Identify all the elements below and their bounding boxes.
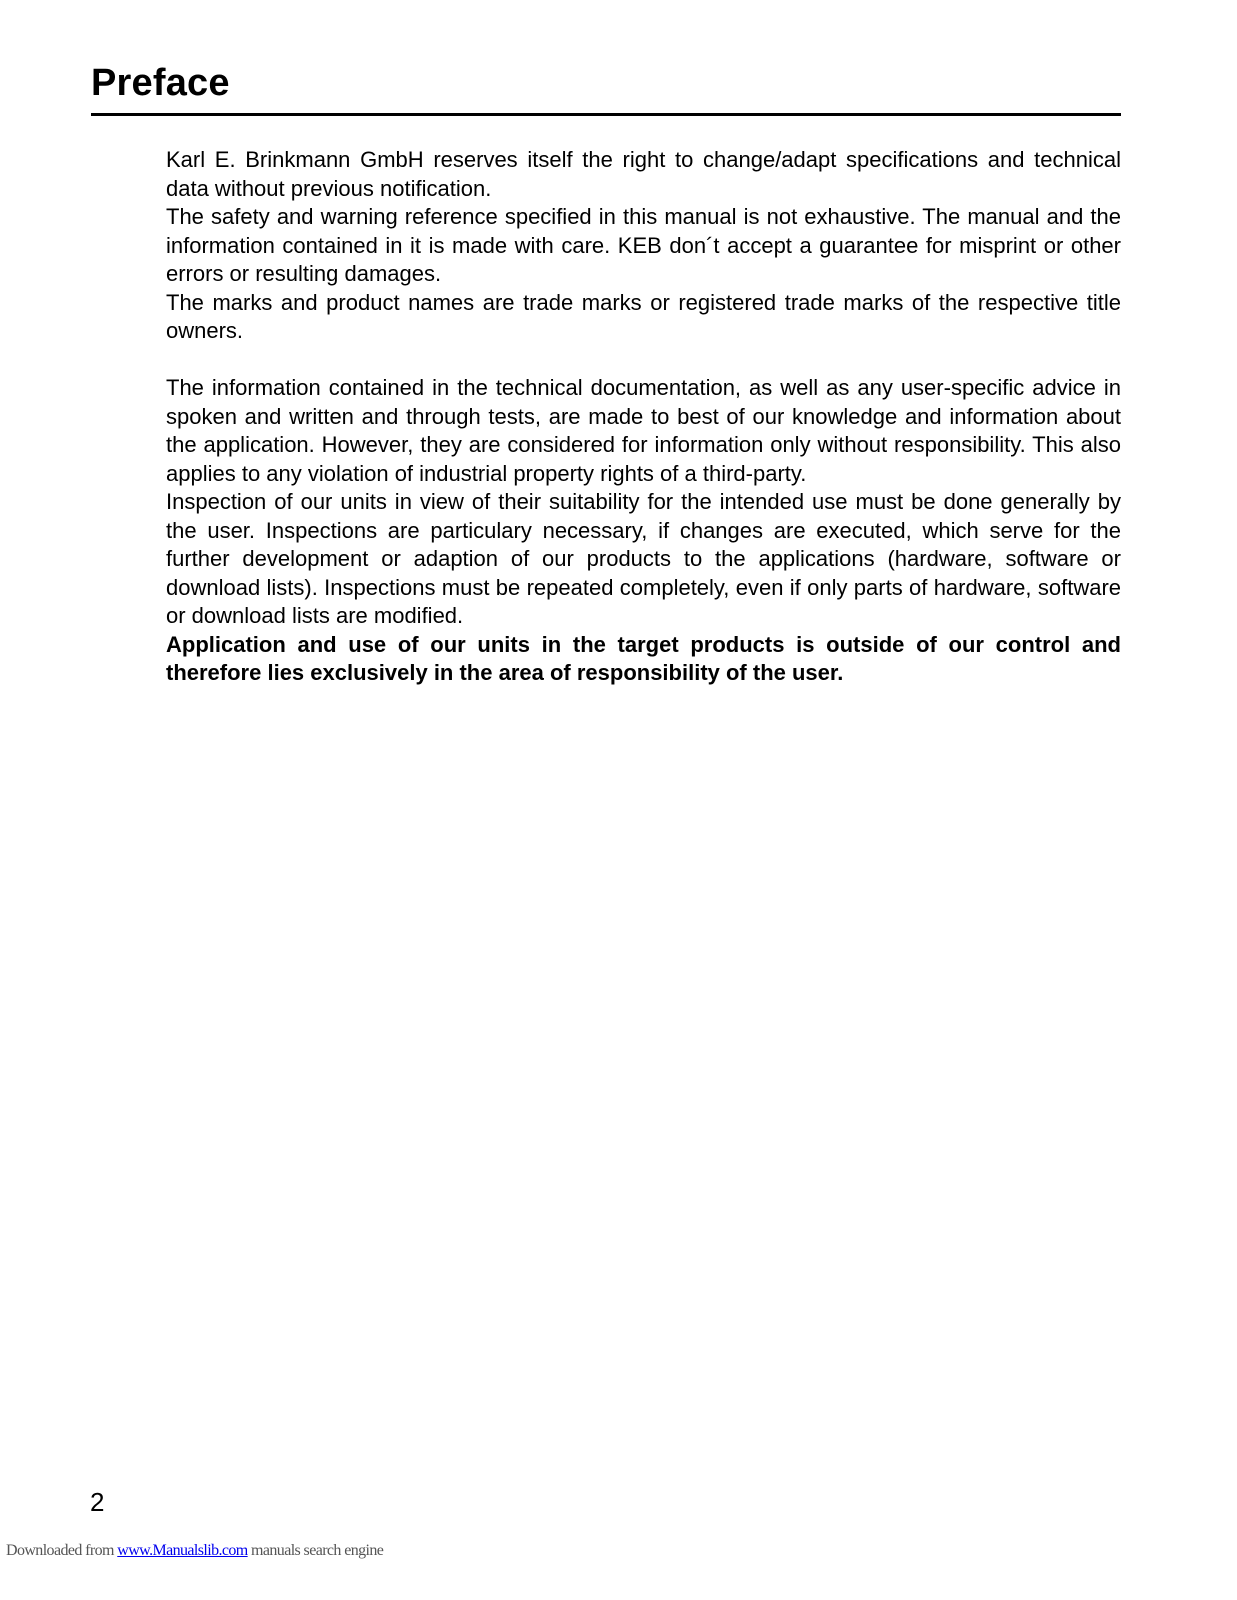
paragraph-trademarks: The marks and product names are trade marks or registered trade marks of the respective title owners. <box>166 289 1121 343</box>
paragraph-inspection: Inspection of our units in view of their suitability for the intended use must be done generally by the user. Inspections are particulary necessary, if changes are executed, which serve for the further development or adaption of our products to the applications (hardware, software or download lists). Inspections must be repeated completely, even if only parts of hardware, software or download lists are modified. <box>166 489 1121 628</box>
download-footer <box>6 1541 383 1561</box>
preface-body <box>166 146 1121 688</box>
paragraph-information: The information contained in the technical documentation, as well as any user-specific advice in spoken and written and through tests, are made to best of our knowledge and information about the application. However, they are considered for information only without responsibility. This also applies to any violation of industrial property rights of a third-party. <box>166 375 1121 486</box>
title-divider <box>91 113 1121 116</box>
paragraph-specifications: Karl E. Brinkmann GmbH reserves itself the right to change/adapt specifications and technical data without previous notification. <box>166 147 1121 201</box>
page-number: 2 <box>90 1487 105 1517</box>
manualslib-link[interactable]: www.Manualslib.com <box>117 1542 248 1559</box>
paragraph-responsibility: Application and use of our units in the target products is outside of our control and therefore lies exclusively in the area of responsibility of the user. <box>166 631 1121 685</box>
page-title: Preface <box>91 62 230 104</box>
footer-suffix: manuals search engine <box>247 1542 384 1559</box>
footer-prefix: Downloaded from <box>6 1542 118 1559</box>
paragraph-safety: The safety and warning reference specified in this manual is not exhaustive. The manual and the information contained in it is made with care. KEB don´t accept a guarantee for misprint or other errors or resulting damages. <box>166 204 1121 286</box>
